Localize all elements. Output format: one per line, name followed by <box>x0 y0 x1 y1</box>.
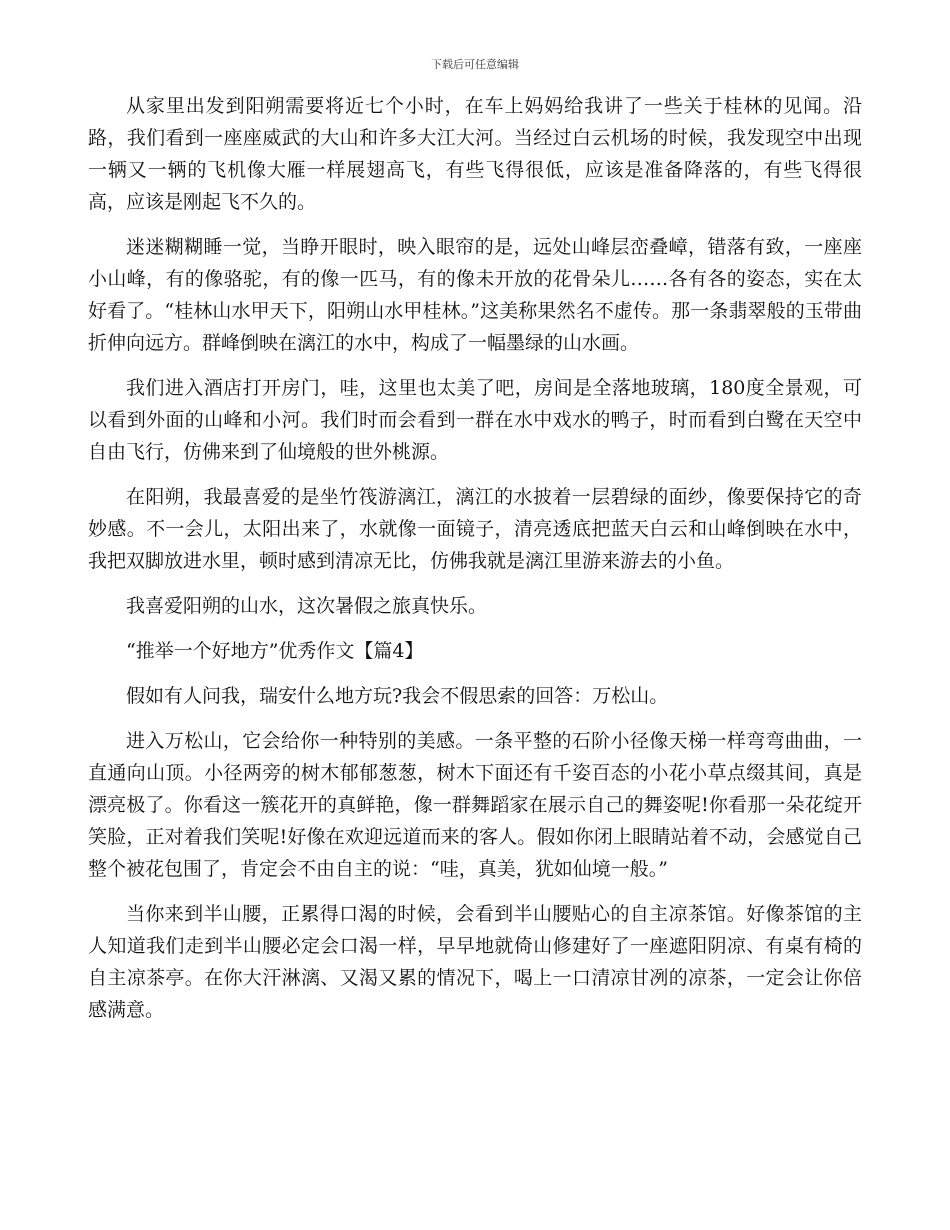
paragraph: 从家里出发到阳朔需要将近七个小时，在车上妈妈给我讲了一些关于桂林的见闻。沿路，我们看到一座座威武的大山和许多大江大河。当经过白云机场的时候，我发现空中出现一辆又一辆的飞机像大雁一样展翅高飞，有些飞得很低，应该是准备降落的，有些飞得很高，应该是刚起飞不久的。 <box>88 95 862 213</box>
paragraph: 当你来到半山腰，正累得口渴的时候，会看到半山腰贴心的自主凉茶馆。好像茶馆的主人知道我们走到半山腰必定会口渴一样，早早地就倚山修建好了一座遮阳阴凉、有桌有椅的自主凉茶亭。在你大汗淋漓、又渴又累的情况下，喝上一口清凉甘冽的凉茶，一定会让你倍感满意。 <box>88 903 862 1021</box>
paragraph: 我们进入酒店打开房门，哇，这里也太美了吧，房间是全落地玻璃，180度全景观，可以看到外面的山峰和小河。我们时而会看到一群在水中戏水的鸭子，时而看到白鹭在天空中自由飞行，仿佛来到了仙境般的世外桃源。 <box>88 377 862 463</box>
paragraph: 进入万松山，它会给你一种特别的美感。一条平整的石阶小径像天梯一样弯弯曲曲，一直通向山顶。小径两旁的树木郁郁葱葱，树木下面还有千姿百态的小花小草点缀其间，真是漂亮极了。你看这一簇花开的真鲜艳，像一群舞蹈家在展示自己的舞姿呢!你看那一朵花绽开笑脸，正对着我们笑呢!好像在欢迎远道而来的客人。假如你闭上眼睛站着不动，会感觉自己整个被花包围了，肯定会不由自主的说：“哇，真美，犹如仙境一般。” <box>88 730 862 880</box>
document-body <box>88 90 862 1039</box>
paragraph: 我喜爱阳朔的山水，这次暑假之旅真快乐。 <box>126 595 488 617</box>
paragraph: 迷迷糊糊睡一觉，当睁开眼时，映入眼帘的是，远处山峰层峦叠嶂，错落有致，一座座小山峰，有的像骆驼，有的像一匹马，有的像未开放的花骨朵儿……各有各的姿态，实在太好看了。“桂林山水甲天下，阳朔山水甲桂林。”这美称果然名不虚传。那一条翡翠般的玉带曲折伸向远方。群峰倒映在漓江的水中，构成了一幅墨绿的山水画。 <box>88 236 862 354</box>
section-heading: “推举一个好地方”优秀作文【篇4】 <box>126 640 424 662</box>
page-header: 下载后可任意编辑 <box>431 58 519 71</box>
paragraph: 在阳朔，我最喜爱的是坐竹筏游漓江，漓江的水披着一层碧绿的面纱，像要保持它的奇妙感。不一会儿，太阳出来了，水就像一面镜子，清亮透底把蓝天白云和山峰倒映在水中，我把双脚放进水里，顿时感到清凉无比，仿佛我就是漓江里游来游去的小鱼。 <box>88 486 862 572</box>
paragraph: 假如有人问我，瑞安什么地方玩?我会不假思索的回答：万松山。 <box>126 685 669 707</box>
